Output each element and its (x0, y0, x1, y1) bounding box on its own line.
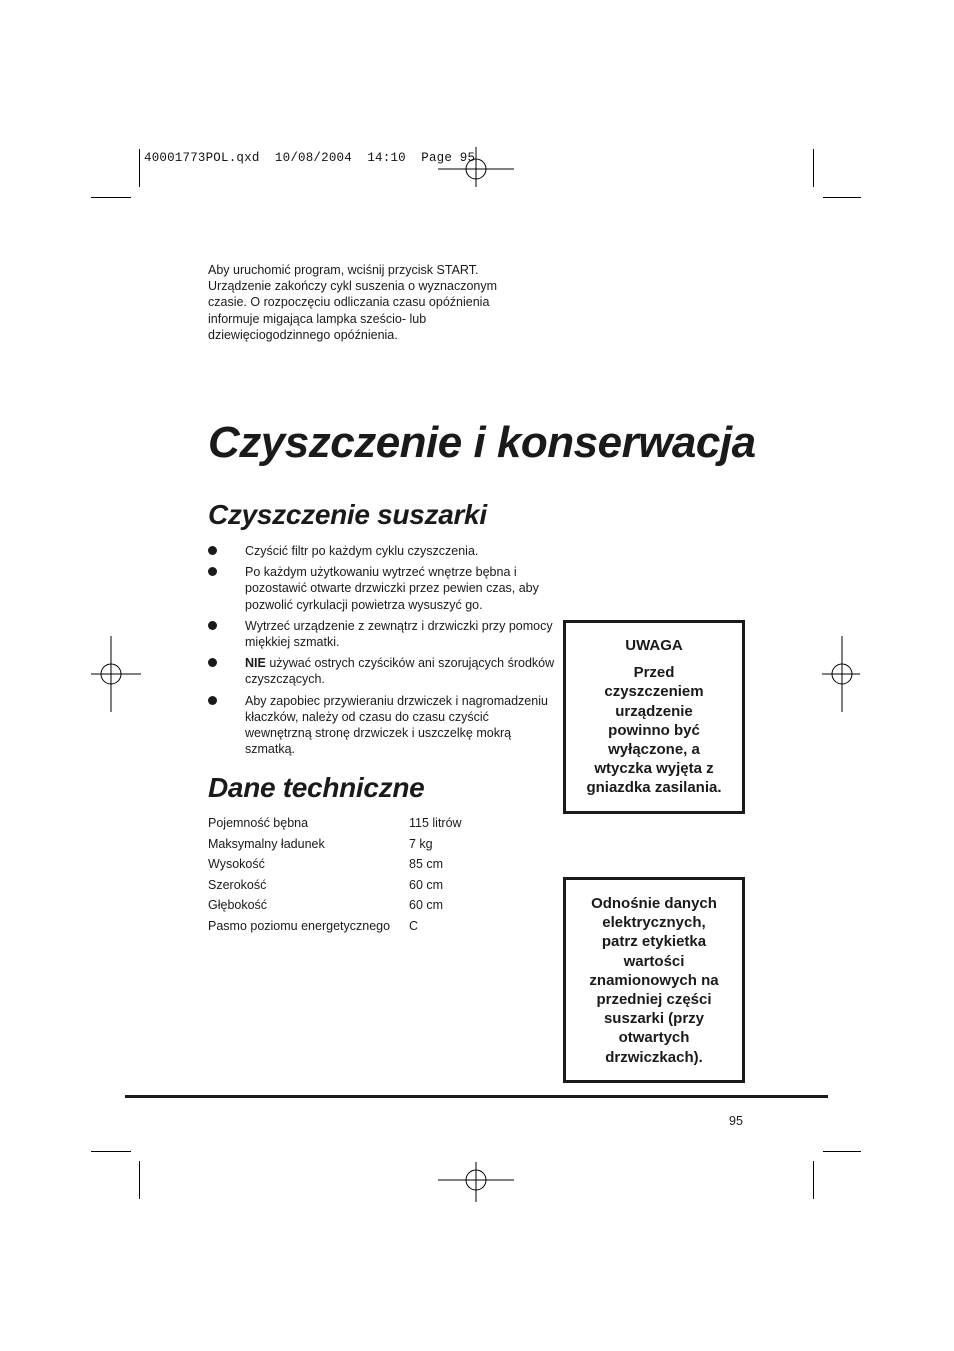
registration-mark-right (822, 636, 898, 712)
list-item: Wytrzeć urządzenie z zewnątrz i drzwiczki przy pomocy miękkiej szmatki. (208, 618, 558, 650)
registration-mark-left (91, 636, 167, 712)
intro-paragraph: Aby uruchomić program, wciśnij przycisk START. Urządzenie zakończy cykl suszenia o wyznaczonym czasie. O rozpoczęciu odliczania czasu opóźnienia informuje migająca lampka sześcio- lub dziewięciogodzinnego opóźnienia. (208, 263, 498, 342)
table-row: Wysokość 85 cm (208, 857, 444, 872)
bullet-icon (208, 696, 217, 705)
note-line: otwartych (618, 1029, 690, 1047)
footer-rule (125, 1095, 828, 1098)
bullet-icon (208, 621, 217, 630)
list-item: Po każdym użytkowaniu wytrzeć wnętrze bębna i pozostawić otwarte drzwiczki przez pewien czas, aby pozwolić cyrkulacji powietrza wysuszyć go. (208, 564, 558, 613)
print-slug: 40001773POL.qxd 10/08/2004 14:10 Page 95 (144, 151, 476, 165)
page-title: Czyszczenie i konserwacja (208, 418, 756, 467)
list-item: Czyścić filtr po każdym cyklu czyszczenia. (208, 543, 558, 559)
note-line: znamionowych na (589, 971, 719, 989)
registration-mark-top (438, 131, 514, 207)
warning-box (563, 620, 745, 814)
warning-line: powinno być (608, 721, 700, 739)
warning-line: gniazdka zasilania. (586, 779, 722, 797)
table-row: Pasmo poziomu energetycznego C (208, 918, 419, 933)
page-number: 95 (729, 1114, 743, 1128)
table-row: Maksymalny ładunek 7 kg (208, 836, 433, 851)
bullet-icon (208, 567, 217, 576)
table-row: Szerokość 60 cm (208, 877, 444, 892)
list-item: NIE używać ostrych czyścików ani szorujących środków czyszczących. (208, 655, 558, 687)
section-heading-specs: Dane techniczne (208, 772, 425, 803)
cleaning-list (208, 543, 558, 762)
specs-table (208, 816, 462, 940)
bullet-icon (208, 658, 217, 667)
warning-line: czyszczeniem (604, 683, 704, 701)
bullet-icon (208, 546, 217, 555)
registration-mark-bottom (438, 1142, 514, 1218)
electrical-note-box (563, 877, 745, 1083)
list-item: Aby zapobiec przywieraniu drzwiczek i nagromadzeniu kłaczków, należy od czasu do czasu czyścić wewnętrzną stronę drzwiczek i uszczelkę mokrą szmatką. (208, 693, 558, 758)
warning-line: urządzenie (615, 702, 693, 720)
note-line: elektrycznych, (602, 914, 706, 932)
section-heading-cleaning: Czyszczenie suszarki (208, 499, 487, 530)
table-row: Głębokość 60 cm (208, 898, 444, 913)
note-line: patrz etykietka (601, 933, 707, 951)
note-line: Odnośnie danych (591, 895, 717, 912)
table-row: Pojemność bębna 115 litrów (208, 816, 462, 830)
warning-line: Przed (633, 664, 675, 682)
note-line: przedniej części (596, 991, 712, 1009)
warning-line: wtyczka wyjęta z (594, 760, 714, 778)
note-line: drzwiczkach). (605, 1048, 703, 1066)
warning-title: UWAGA (625, 637, 683, 654)
note-line: wartości (623, 952, 685, 970)
warning-line: wyłączone, a (608, 741, 700, 759)
emphasis-nie: NIE (245, 656, 266, 671)
note-line: suszarki (przy (603, 1010, 705, 1028)
